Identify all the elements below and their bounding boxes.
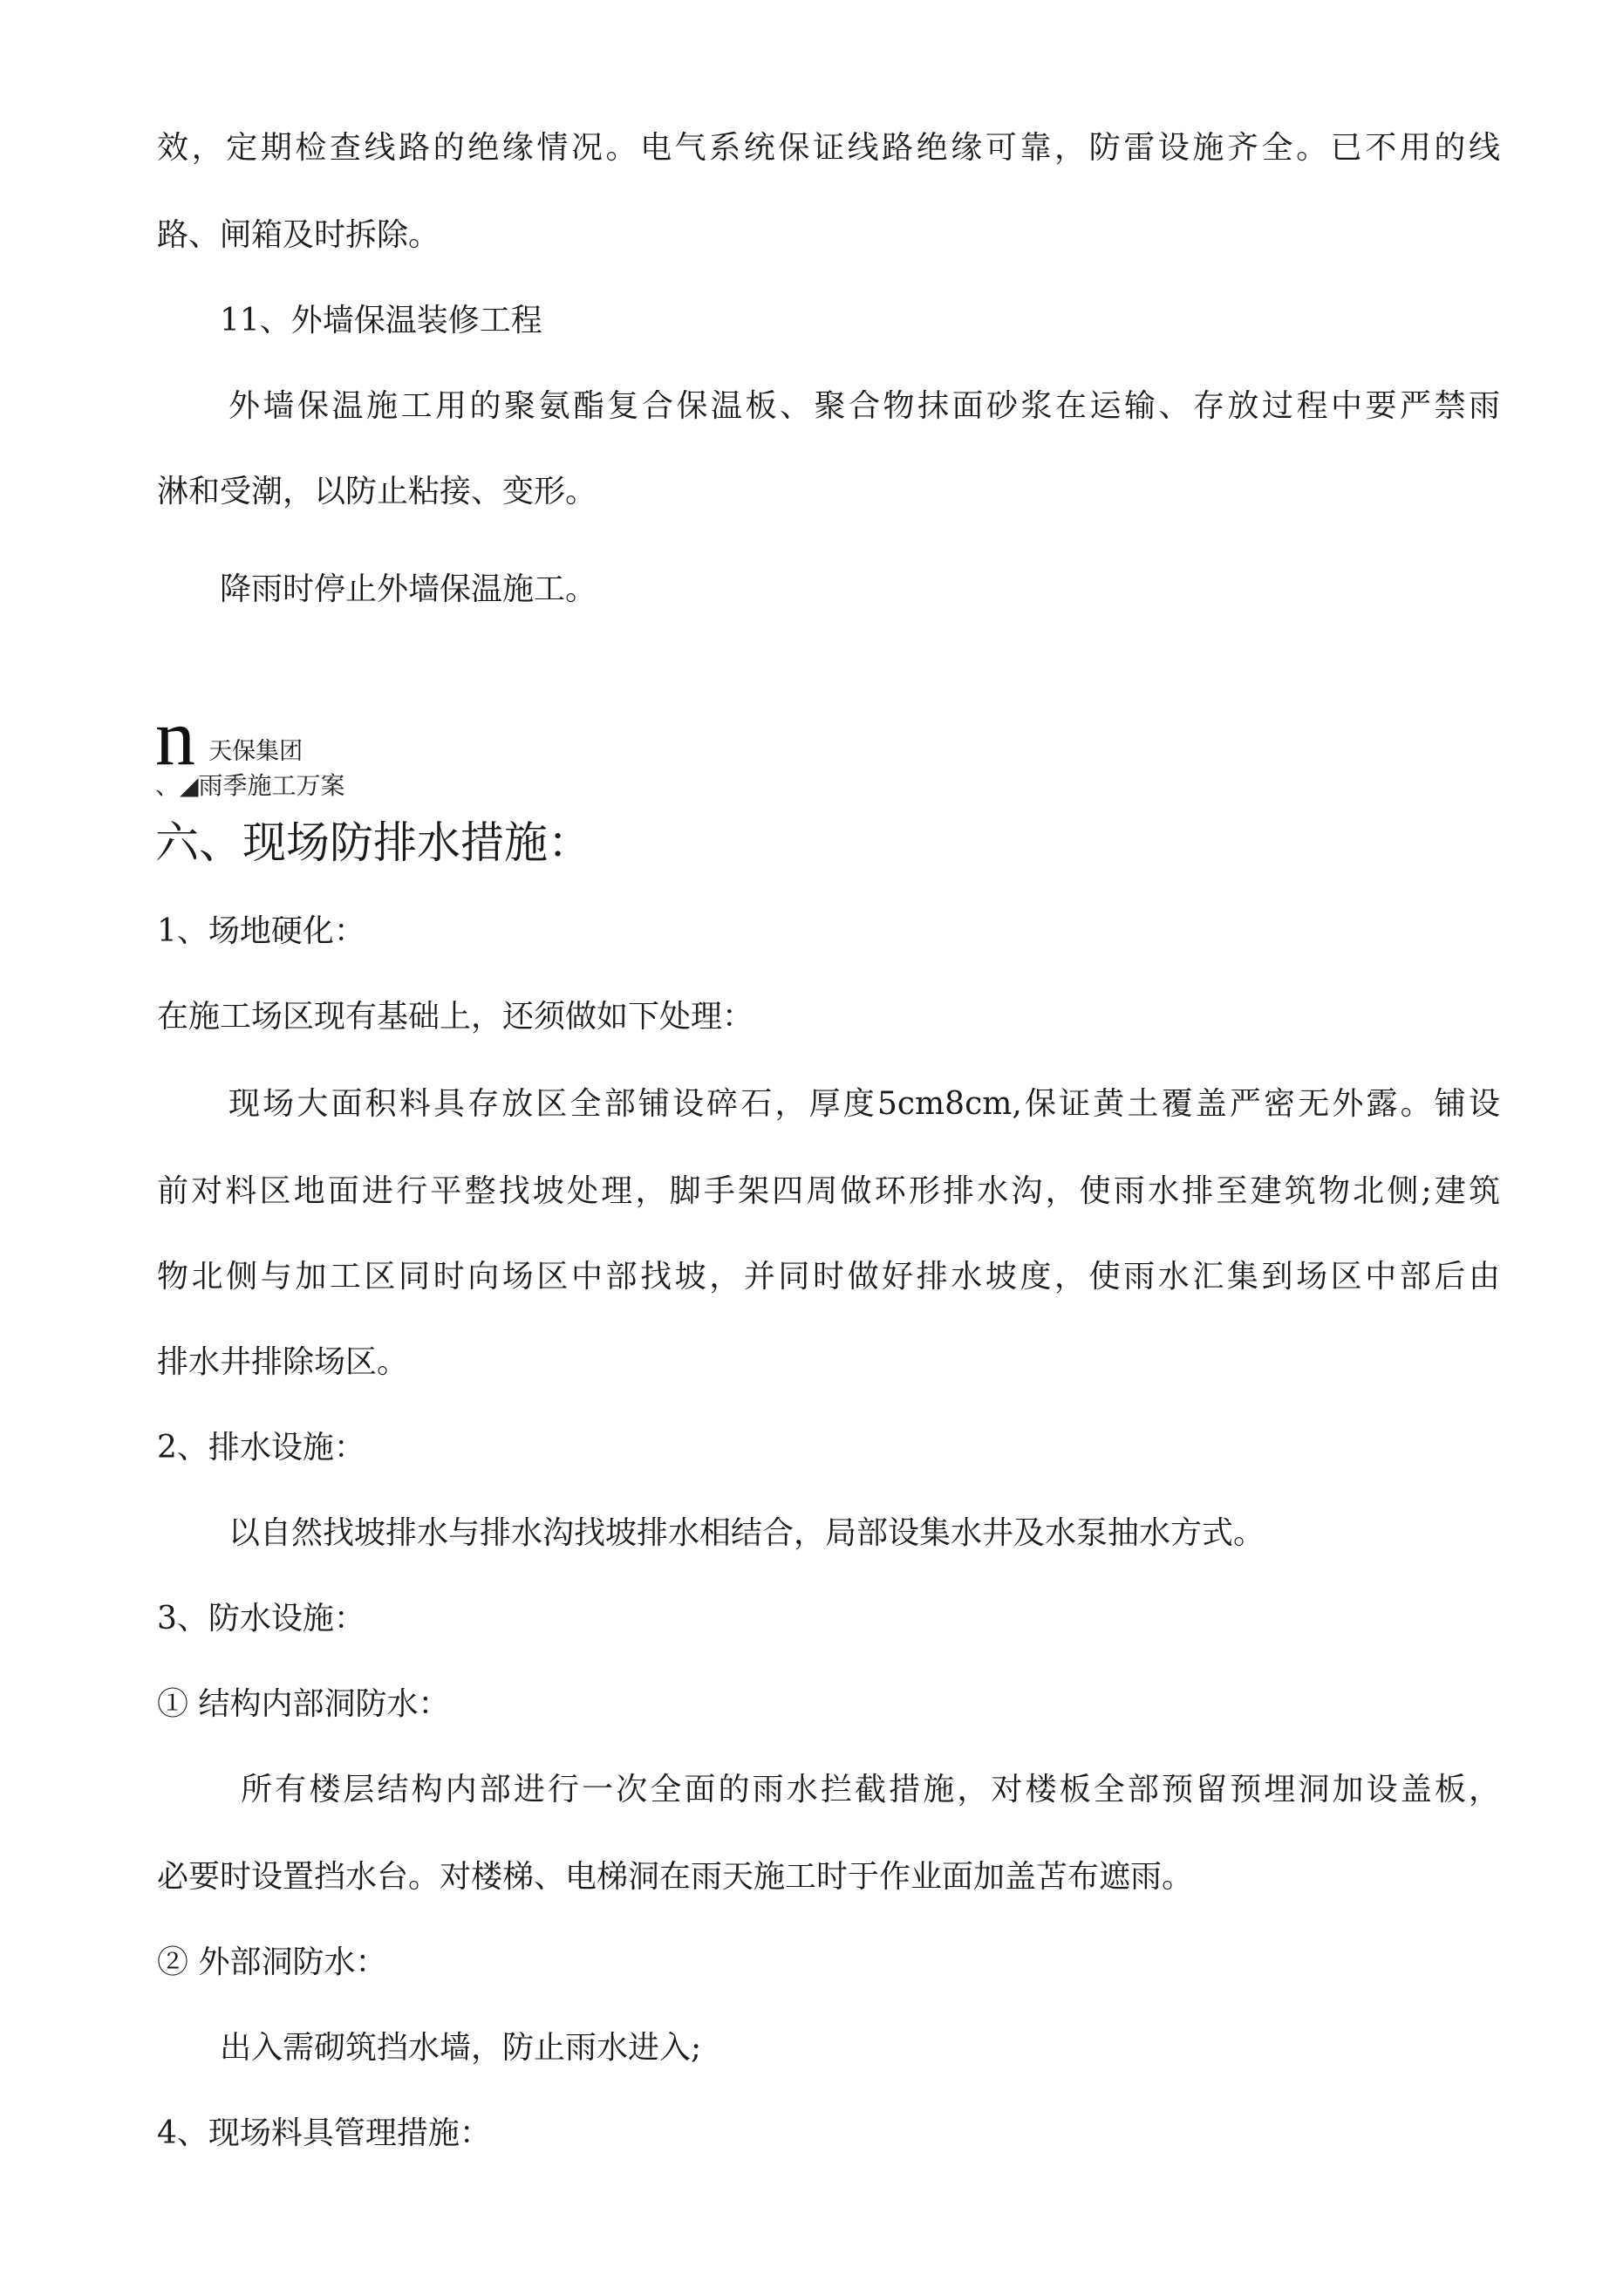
paragraph-line: 降雨时停止外墙保温施工。: [220, 571, 597, 607]
paragraph-line: 出入需砌筑挡水墙，防止雨水进入;: [220, 2030, 702, 2066]
paragraph-line: 物北侧与加工区同时向场区中部找坡，并同时做好排水坡度，使雨水汇集到场区中部后由: [157, 1259, 1500, 1295]
paragraph-line: 排水井排除场区。: [157, 1344, 409, 1380]
subsection-heading: 4、现场料具管理措施：: [157, 2115, 491, 2151]
document-subtitle: 、◢雨季施工万案: [155, 771, 345, 800]
subsection-heading: ① 结构内部洞防水：: [157, 1686, 450, 1722]
section-title: 六、现场防排水措施：: [155, 817, 591, 868]
subsection-heading: ② 外部洞防水：: [157, 1944, 387, 1980]
paragraph-line: 外墙保温施工用的聚氨酯复合保温板、聚合物抹面砂浆在运输、存放过程中要严禁雨: [228, 388, 1500, 424]
paragraph-line: 现场大面积料具存放区全部铺设碎石，厚度5cm8cm,保证黄土覆盖严密无外露。铺设: [228, 1086, 1500, 1122]
subsection-heading: 2、排水设施：: [157, 1430, 365, 1466]
paragraph-line: 以自然找坡排水与排水沟找坡排水相结合，局部设集水井及水泵抽水方式。: [228, 1515, 1265, 1551]
subsection-heading: 1、场地硬化：: [157, 913, 365, 949]
paragraph-line: 路、闸箱及时拆除。: [157, 217, 440, 253]
paragraph-line: 必要时设置挡水台。对楼梯、电梯洞在雨天施工时于作业面加盖苫布遮雨。: [157, 1859, 1194, 1895]
paragraph-line: 前对料区地面进行平整找坡处理，脚手架四周做环形排水沟，使雨水排至建筑物北侧;建筑: [157, 1173, 1500, 1209]
paragraph-line: 淋和受潮，以防止粘接、变形。: [157, 474, 597, 509]
paragraph-line: 效，定期检查线路的绝缘情况。电气系统保证线路绝缘可靠，防雷设施齐全。已不用的线: [157, 130, 1500, 166]
company-name: 天保集团: [208, 738, 303, 764]
paragraph-line: 所有楼层结构内部进行一次全面的雨水拦截措施，对楼板全部预留预埋洞加设盖板，: [241, 1772, 1500, 1807]
company-header: [155, 693, 303, 782]
company-logo: n: [155, 693, 195, 782]
paragraph-line: 在施工场区现有基础上，还须做如下处理：: [157, 999, 754, 1035]
subsection-heading: 3、防水设施：: [157, 1601, 365, 1637]
subsection-heading: 11、外墙保温装修工程: [220, 303, 542, 338]
